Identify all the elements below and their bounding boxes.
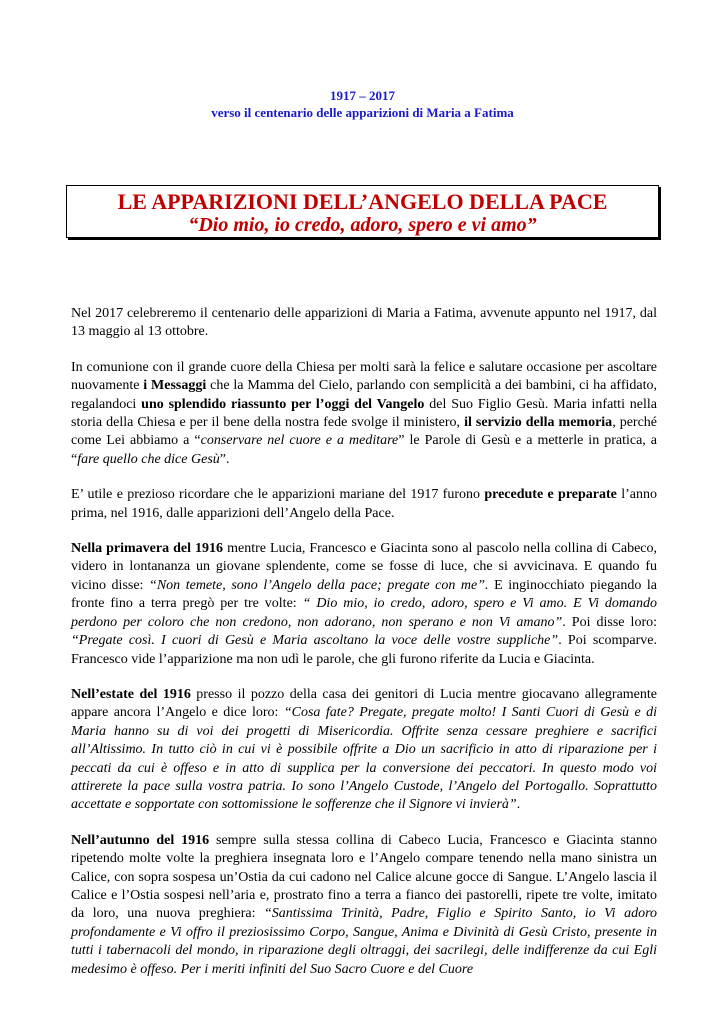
text-run: In comunione con il grande cuore della Chiesa per molti sarà la felice e salutare occasione per ascoltare nuovamente [71,359,657,394]
document-body [71,305,657,996]
italic-run: “Pregate così. I cuori di Gesù e Maria ascoltano la voce delle vostre suppliche” [71,633,559,649]
italic-run: “Santissima Trinità, Padre, Figlio e Spirito Santo, io Vi adoro profondamente e Vi offro il preziosissimo Corpo, Sangue, Anima e Divinità di Gesù Cristo, presente in tutti i tabernacoli del mondo, in riparazione degli oltraggi, dei sacrilegi, delle indifferenze da cui Egli medesimo è offeso. Per i meriti infiniti del Suo Sacro Cuore e del Cuore [71,906,657,977]
bold-run: il servizio della memoria [464,415,613,431]
text-run: presso il pozzo della casa dei genitori di Lucia mentre giocavano allegramente appare ancora l’Angelo e dice loro: [71,686,658,721]
paragraph-communion [71,359,657,469]
paragraph-summer-1916 [71,686,657,815]
text-run: ”. [219,451,230,467]
text-run: sempre sulla stessa collina di Cabeco Lucia, Francesco e Giacinta stanno ripetendo molte volte la preghiera insegnata loro e l’Angelo compare tenendo nella mano sinistra un Calice, con sopra sospesa un’Ostia da cui cadono nel Calice alcune gocce di Sangue. L’Angelo lascia il Calice e l’Ostia sospesi nell’aria e, prostrato fino a terra a fianco dei pastorelli, ripete tre volte, imitato da loro, una nuova preghiera: [71,832,657,922]
text-run: E’ utile e prezioso ricordare che le apparizioni mariane del 1917 furono [71,487,485,503]
document-title: LE APPARIZIONI DELL’ANGELO DELLA PACE [117,189,608,214]
title-quote: “Dio mio, io credo, adoro, spero e vi amo” [188,214,537,236]
header-subtitle: verso il centenario delle apparizioni di Maria a Fatima [211,105,514,120]
document-header [0,87,725,121]
bold-run: i Messaggi [143,378,207,394]
italic-run: conservare nel cuore e a meditare [200,433,399,449]
bold-run: uno splendido riassunto per l’oggi del Vangelo [141,396,425,412]
italic-run: “Non temete, sono l’Angelo della pace; pregate con me”. [149,577,489,593]
title-box [66,185,659,238]
text-run: . Poi scomparve. Francesco vide l’apparizione ma non udì le parole, che gli furono riferite da Lucia e Giacinta. [71,633,657,667]
text-run: . [516,797,521,813]
text-run: , perché come Lei abbiamo a “ [71,415,658,449]
text-run: ” le Parole di Gesù e a metterle in pratica, a “ [71,433,657,467]
bold-run: Nell’estate del 1916 [71,686,191,702]
text-run: che la Mamma del Cielo, parlando con semplicità a dei bambini, ci ha affidato, regalandoci [71,378,657,412]
text-run: . Poi disse loro: [562,614,657,630]
italic-run: “Cosa fate? Pregate, pregate molto! I Santi Cuori di Gesù e di Maria hanno su di voi dei progetti di Misericordia. Offrite senza cessare preghiere e sacrifici all’Altissimo. In tutto ciò in cui vi è possibile offrite a Dio un sacrificio in atto di riparazione per i peccati da cui è offeso e in atto di supplica per la conversione dei peccatori. In questo modo voi attirerete la pace sulla vostra patria. Io sono l’Angelo Custode, l’Angelo del Portogallo. Soprattutto accettate e sopportate con sottomissione le sofferenze che il Signore vi invierà” [71,705,657,813]
header-years: 1917 – 2017 [330,88,395,103]
bold-run: Nella primavera del 1916 [71,541,224,557]
text-run: Nel 2017 celebreremo il centenario delle apparizioni di Maria a Fatima, avvenute appunto nel 1917, dal 13 maggio al 13 ottobre. [71,306,657,340]
bold-run: Nell’autunno del 1916 [71,832,210,848]
text-run: E inginocchiato piegando la fronte fino a terra pregò per tre volte: [71,577,657,612]
paragraph-spring-1916 [71,540,657,669]
bold-run: precedute e preparate [484,487,617,503]
italic-run: “ Dio mio, io credo, adoro, spero e Vi amo. E Vi domando perdono per coloro che non credono, non adorano, non sperano e non Vi amano” [71,596,657,630]
text-run: l’anno prima, nel 1916, dalle apparizioni dell’Angelo della Pace. [71,487,658,521]
italic-run: fare quello che dice Gesù [77,451,220,467]
text-run: mentre Lucia, Francesco e Giacinta sono al pascolo nella collina di Cabeco, videro in lontananza un giovane splendente, come se fosse di luce, che si avvicinava. E quando fu vicino disse: [71,541,657,593]
paragraph-intro [71,305,657,342]
paragraph-autumn-1916 [71,832,657,979]
paragraph-preparation [71,486,657,523]
text-run: del Suo Figlio Gesù. Maria infatti nella storia della Chiesa e per il bene della nostra fede svolge il ministero, [71,396,658,431]
